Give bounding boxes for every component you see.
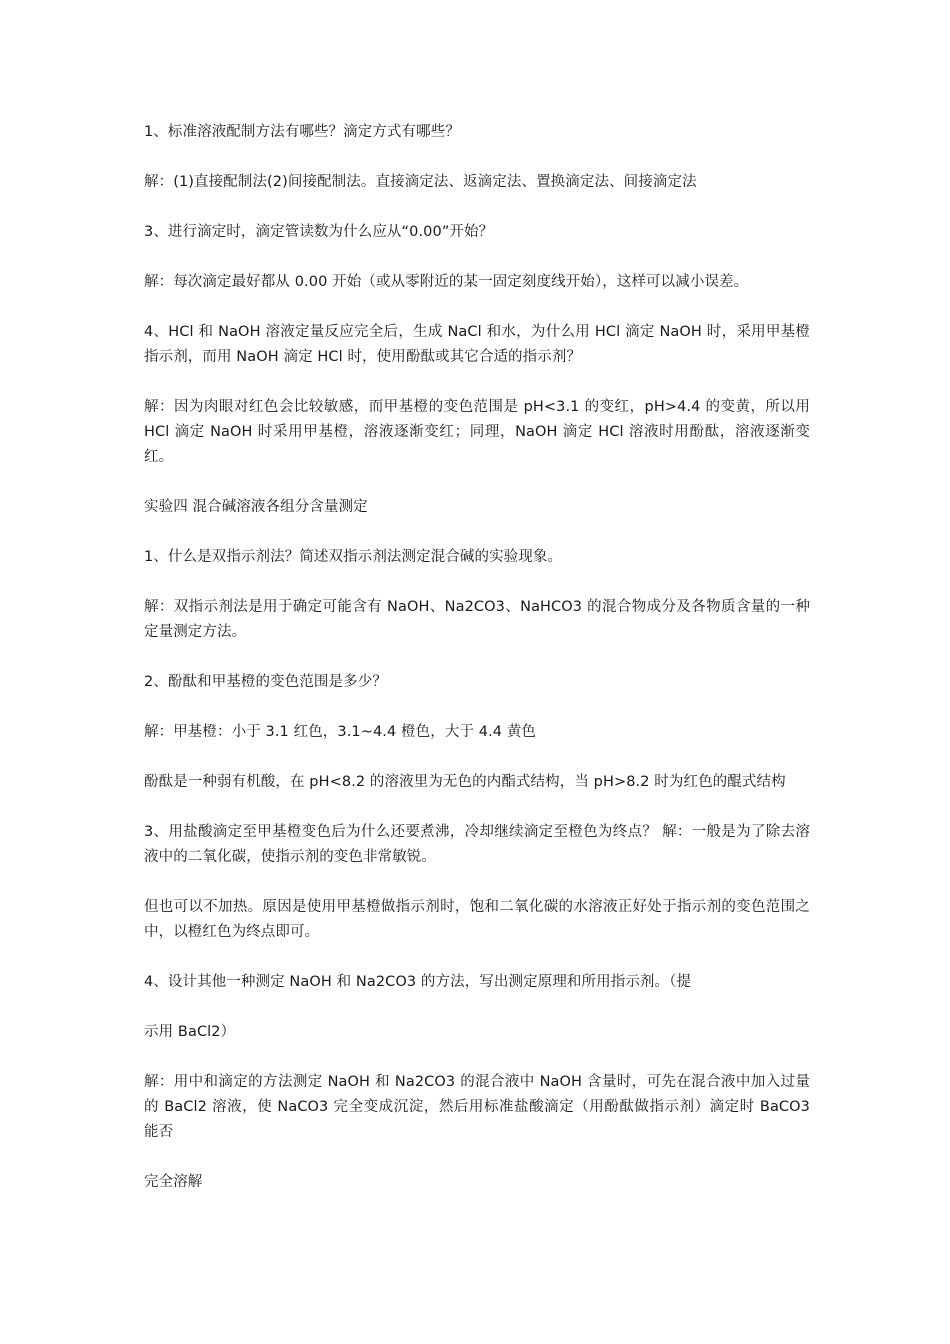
question-1: 1、标准溶液配制方法有哪些？滴定方式有哪些？ [144,124,460,140]
section-heading: 实验四 混合碱溶液各组分含量测定 [144,499,368,515]
exp4-question-3: 3、用盐酸滴定至甲基橙变色后为什么还要煮沸，冷却继续滴定至橙色为终点？ 解：一般是为了除去溶液中的二氧化碳，使指示剂的变色非常敏锐。 [144,824,810,865]
exp4-answer-4-cont: 完全溶解 [144,1174,203,1190]
exp4-answer-2-cont: 酚酞是一种弱有机酸，在 pH<8.2 的溶液里为无色的内酯式结构，当 pH>8.2 时为红色的醌式结构 [144,774,786,790]
answer-4: 解：因为肉眼对红色会比较敏感，而甲基橙的变色范围是 pH<3.1 的变红，pH>4.4 的变黄，所以用 HCl 滴定 NaOH 时采用甲基橙，溶液逐渐变红；同理，NaOH 滴定 HCl 溶液时用酚酞，溶液逐渐变红。 [144,399,815,465]
exp4-question-2: 2、酚酞和甲基橙的变色范围是多少？ [144,674,387,690]
exp4-answer-1: 解：双指示剂法是用于确定可能含有 NaOH、Na2CO3、NaHCO3 的混合物成分及各物质含量的一种定量测定方法。 [144,599,810,640]
exp4-answer-3-cont: 但也可以不加热。原因是使用甲基橙做指示剂时，饱和二氧化碳的水溶液正好处于指示剂的变色范围之中，以橙红色为终点即可。 [144,899,810,940]
exp4-question-4-cont: 示用 BaCl2） [144,1024,236,1040]
question-4: 4、HCl 和 NaOH 溶液定量反应完全后，生成 NaCl 和水，为什么用 HCl 滴定 NaOH 时，采用甲基橙指示剂，而用 NaOH 滴定 HCl 时，使用酚酞或其它合适的指示剂？ [144,324,810,365]
exp4-answer-2: 解：甲基橙：小于 3.1 红色，3.1~4.4 橙色，大于 4.4 黄色 [144,724,537,740]
document-body [144,120,815,1220]
exp4-answer-4: 解：用中和滴定的方法测定 NaOH 和 Na2CO3 的混合液中 NaOH 含量时，可先在混合液中加入过量的 BaCl2 溶液，使 NaCO3 完全变成沉淀，然后用标准盐酸滴定（用酚酞做指示剂）滴定时 BaCO3 能否 [144,1074,815,1140]
answer-1: 解：(1)直接配制法(2)间接配制法。直接滴定法、返滴定法、置换滴定法、间接滴定法 [144,174,697,190]
exp4-question-1: 1、什么是双指示剂法？简述双指示剂法测定混合碱的实验现象。 [144,549,563,565]
exp4-question-4: 4、设计其他一种测定 NaOH 和 Na2CO3 的方法，写出测定原理和所用指示剂。（提 [144,974,692,990]
answer-3: 解：每次滴定最好都从 0.00 开始（或从零附近的某一固定刻度线开始），这样可以减小误差。 [144,274,749,290]
question-3: 3、进行滴定时，滴定管读数为什么应从“0.00”开始？ [144,224,494,240]
